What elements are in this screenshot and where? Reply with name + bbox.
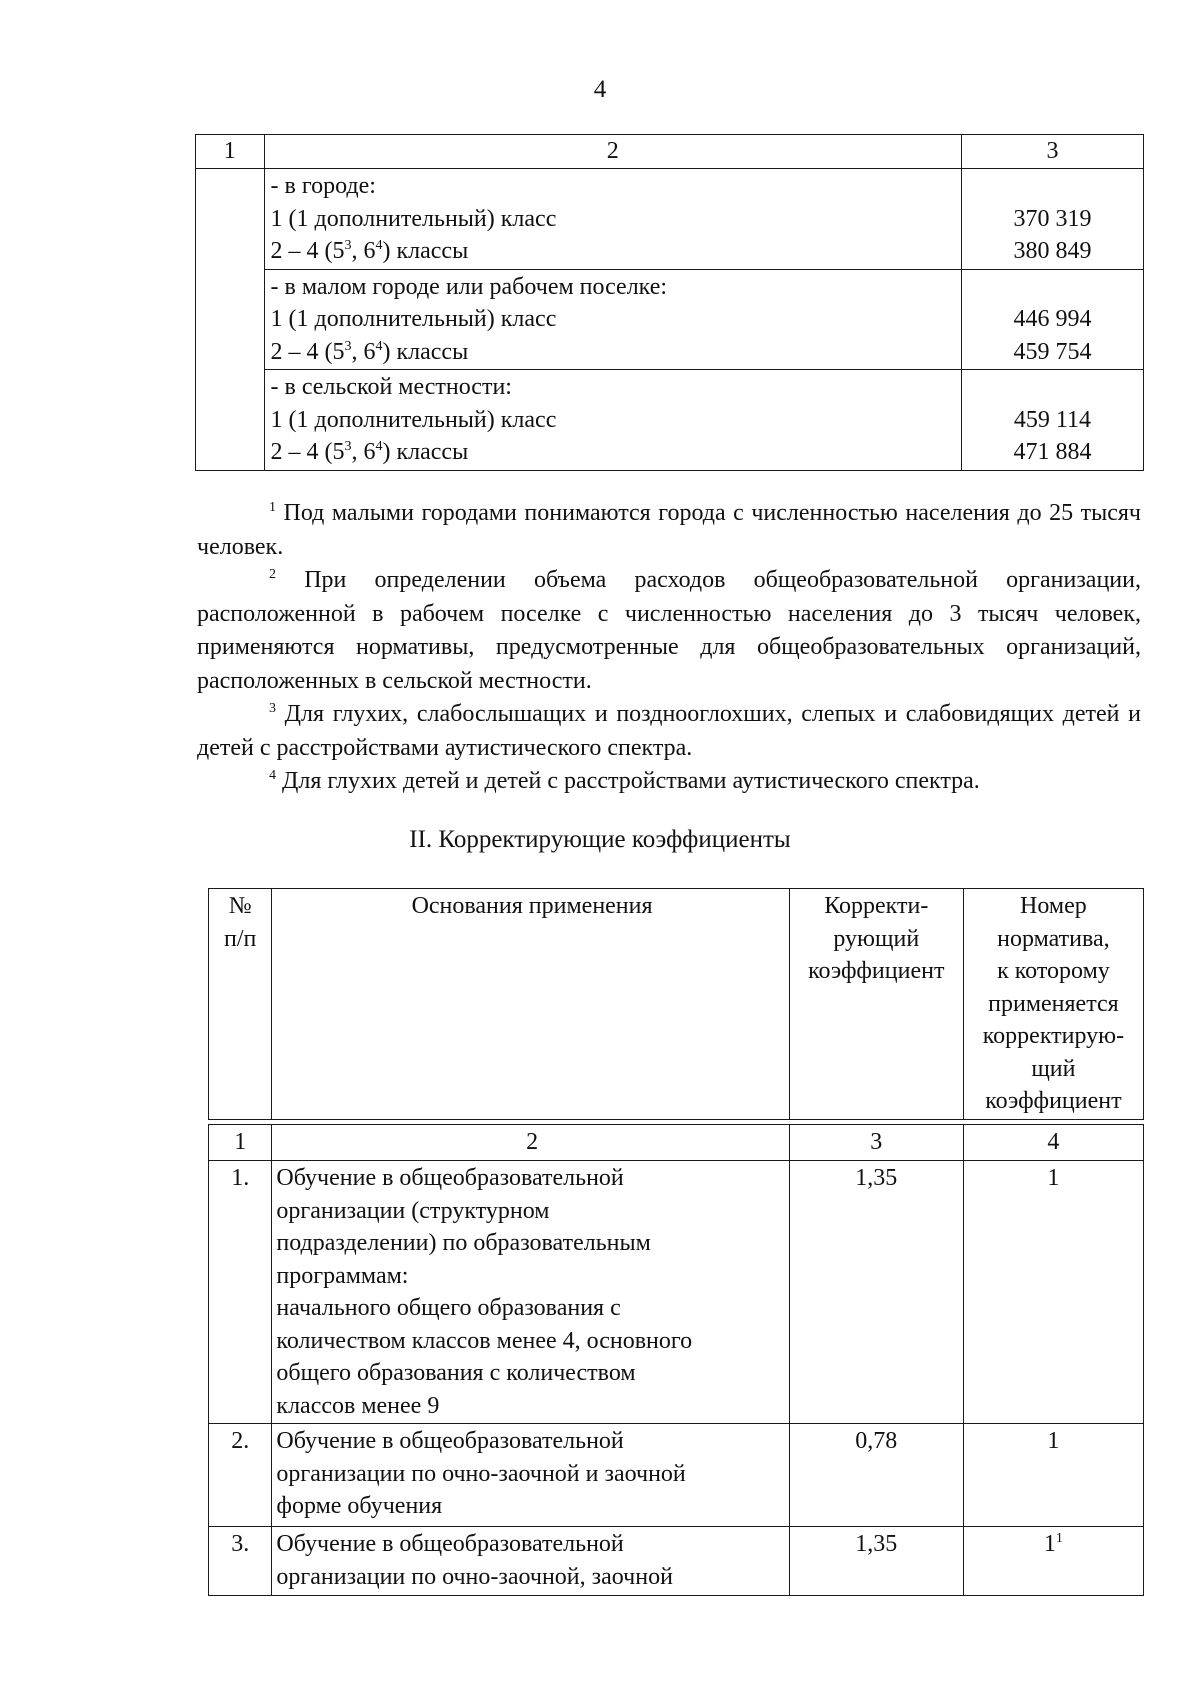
header-basis: Основания применения <box>272 889 789 1120</box>
row-num: 2. <box>209 1424 272 1527</box>
header-coefficient: Корректи- рующий коэффициент <box>789 889 963 1120</box>
group-label: - в городе: <box>270 173 376 199</box>
row-normative-ref: $1^1$ <box>963 1527 1143 1596</box>
table-group-city <box>196 169 1144 270</box>
header-normative-ref: Номер норматива, к которому применяется корректирую- щий коэффициент <box>963 889 1143 1120</box>
empty-cell <box>196 169 265 471</box>
normatives-table <box>195 134 1144 471</box>
index-col-3: 3 <box>789 1125 963 1161</box>
group-label-cell <box>264 169 961 270</box>
coefficients-table <box>208 888 1144 1596</box>
footnote-3: $^3$ Для глухих, слабослышащих и позднооглохших, слепых и слабовидящих детей и детей с расстройствами аутистического спектра. <box>197 701 1141 761</box>
row-name: 1 (1 дополнительный) класс <box>270 406 557 433</box>
values-cell <box>961 169 1143 270</box>
row-value: 459 114 <box>1013 406 1091 433</box>
header-col-1: 1 <box>196 135 265 169</box>
group-label-cell <box>264 370 961 471</box>
row-basis: Обучение в общеобразовательной организации (структурном подразделении) по образовательным программам: начального общего образования с количеством классов менее 4, основного общего образования с количеством классов менее 9 <box>272 1161 789 1424</box>
values-cell <box>961 269 1143 370</box>
footnote-1: $^1$ Под малыми городами понимаются города с численностью населения до 25 тысяч человек. <box>197 500 1141 560</box>
table-row <box>209 1424 1144 1527</box>
row-name: 2 – 4 ($5^3$, $6^4$) классы <box>270 238 469 264</box>
table-row <box>209 1527 1144 1596</box>
table-index-row <box>209 1125 1144 1161</box>
row-name: 2 – 4 ($5^3$, $6^4$) классы <box>270 338 469 365</box>
table-header-row <box>209 889 1144 1120</box>
row-num: 1. <box>209 1161 272 1424</box>
header-col-3: 3 <box>961 135 1143 169</box>
index-col-1: 1 <box>209 1125 272 1161</box>
row-coefficient: 1,35 <box>789 1161 963 1424</box>
group-label-cell <box>264 269 961 370</box>
section-title: II. Корректирующие коэффициенты <box>409 826 791 853</box>
values-cell <box>961 370 1143 471</box>
footnote-2: $^2$ При определении объема расходов общеобразовательной организации, расположенной в рабочем поселке с численностью населения до 3 тысяч человек, применяются нормативы, предусмотренные для общеобразовательных организаций, расположенных в сельской местности. <box>197 567 1141 694</box>
row-basis: Обучение в общеобразовательной организации по очно-заочной и заочной форме обучения <box>272 1424 789 1527</box>
row-coefficient: 0,78 <box>789 1424 963 1527</box>
row-value: 471 884 <box>1013 439 1092 465</box>
row-name: 1 (1 дополнительный) класс <box>270 205 557 232</box>
row-value: 459 754 <box>1013 338 1092 365</box>
footnote-4: $^4$ Для глухих детей и детей с расстройствами аутистического спектра. <box>269 768 980 794</box>
footnotes <box>197 497 1141 799</box>
row-normative-ref: 1 <box>963 1424 1143 1527</box>
row-name: 2 – 4 ($5^3$, $6^4$) классы <box>270 439 469 465</box>
row-coefficient: 1,35 <box>789 1527 963 1596</box>
table-group-small-town <box>196 269 1144 370</box>
index-col-4: 4 <box>963 1125 1143 1161</box>
page-number: 4 <box>593 76 607 103</box>
row-normative-ref: 1 <box>963 1161 1143 1424</box>
index-col-2: 2 <box>272 1125 789 1161</box>
row-value: 446 994 <box>1013 306 1092 332</box>
row-value: 370 319 <box>1013 205 1092 232</box>
header-col-2: 2 <box>264 135 961 169</box>
table-group-rural <box>196 370 1144 471</box>
row-name: 1 (1 дополнительный) класс <box>270 306 557 332</box>
row-num: 3. <box>209 1527 272 1596</box>
header-num: № п/п <box>209 889 272 1120</box>
table-row <box>209 1161 1144 1424</box>
group-label: - в сельской местности: <box>270 374 512 400</box>
table-header-row <box>196 135 1144 169</box>
group-label: - в малом городе или рабочем поселке: <box>270 273 668 300</box>
row-value: 380 849 <box>1013 238 1092 264</box>
row-basis: Обучение в общеобразовательной организации по очно-заочной, заочной <box>272 1527 789 1596</box>
